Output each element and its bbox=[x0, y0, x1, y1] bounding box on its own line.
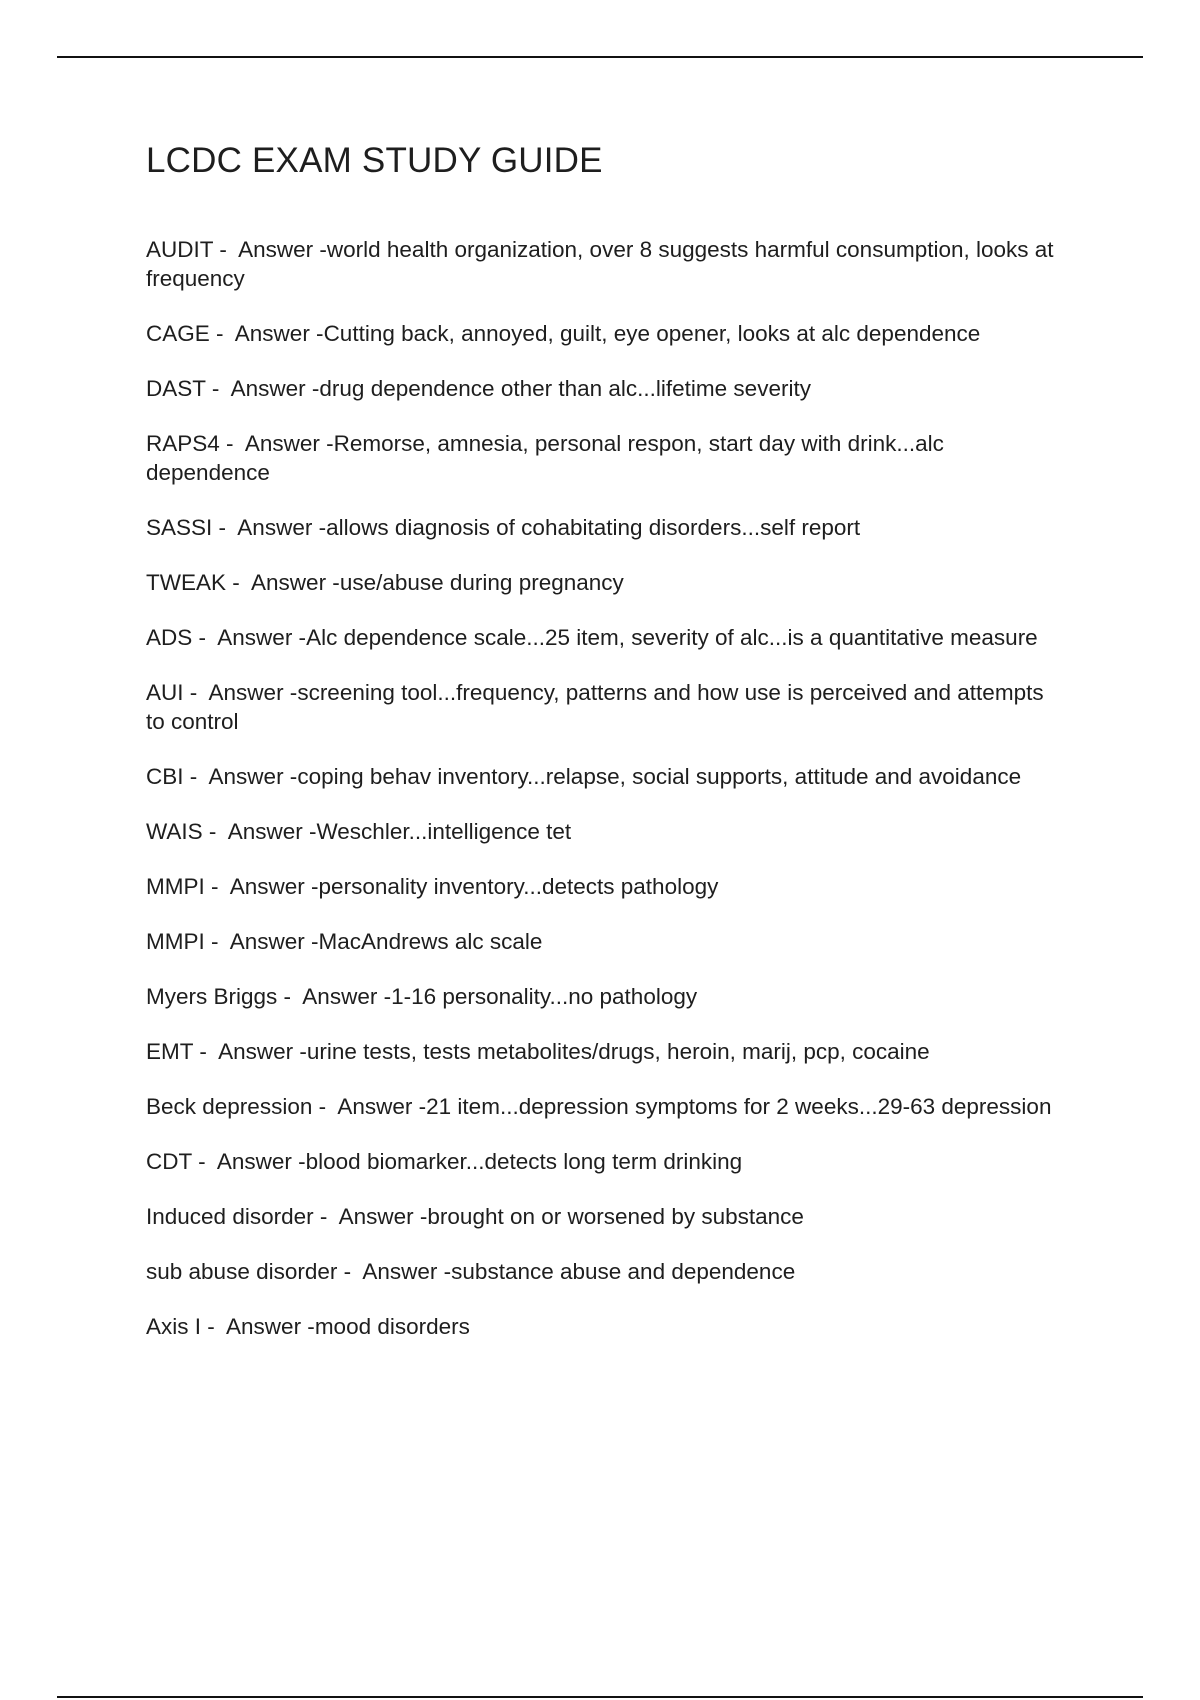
qa-answer: world health organization, over 8 suggests harmful consumption, looks at frequency bbox=[146, 237, 1060, 291]
qa-term: AUDIT bbox=[146, 237, 214, 262]
qa-answer: Cutting back, annoyed, guilt, eye opener, looks at alc dependence bbox=[323, 321, 981, 346]
top-divider bbox=[57, 56, 1143, 58]
qa-term: AUI bbox=[146, 680, 184, 705]
qa-term: WAIS bbox=[146, 819, 203, 844]
qa-answer-prefix: Answer - bbox=[227, 819, 317, 844]
qa-term: Induced disorder bbox=[146, 1204, 314, 1229]
qa-answer-prefix: Answer - bbox=[337, 1094, 427, 1119]
qa-item: TWEAK - Answer -use/abuse during pregnancy bbox=[146, 570, 624, 595]
qa-answer: drug dependence other than alc...lifetime severity bbox=[319, 376, 811, 401]
qa-item: CDT - Answer -blood biomarker...detects long term drinking bbox=[146, 1149, 743, 1174]
qa-term: sub abuse disorder bbox=[146, 1259, 338, 1284]
qa-answer: allows diagnosis of cohabitating disorders...self report bbox=[326, 515, 861, 540]
qa-answer-prefix: Answer - bbox=[338, 1204, 428, 1229]
qa-answer-prefix: Answer - bbox=[362, 1259, 452, 1284]
qa-term: TWEAK bbox=[146, 570, 227, 595]
qa-item: Beck depression - Answer -21 item...depression symptoms for 2 weeks...29-63 depression bbox=[146, 1094, 1052, 1119]
qa-answer: brought on or worsened by substance bbox=[427, 1204, 804, 1229]
qa-item: WAIS - Answer -Weschler...intelligence tet bbox=[146, 819, 572, 844]
qa-item: Induced disorder - Answer -brought on or worsened by substance bbox=[146, 1204, 804, 1229]
qa-answer: substance abuse and dependence bbox=[451, 1259, 796, 1284]
qa-term: CAGE bbox=[146, 321, 210, 346]
qa-answer-prefix: Answer - bbox=[238, 237, 327, 262]
qa-term: SASSI bbox=[146, 515, 213, 540]
qa-item: ADS - Answer -Alc dependence scale...25 item, severity of alc...is a quantitative measure bbox=[146, 625, 1038, 650]
qa-item: CBI - Answer -coping behav inventory...relapse, social supports, attitude and avoidance bbox=[146, 764, 1022, 789]
qa-answer: Weschler...intelligence tet bbox=[316, 819, 572, 844]
qa-item: RAPS4 - Answer -Remorse, amnesia, personal respon, start day with drink...alc dependence bbox=[146, 431, 951, 485]
qa-item: DAST - Answer -drug dependence other than alc...lifetime severity bbox=[146, 376, 811, 401]
qa-answer: personality inventory...detects pathology bbox=[318, 874, 719, 899]
qa-item: Myers Briggs - Answer -1-16 personality...no pathology bbox=[146, 984, 698, 1009]
qa-term: MMPI bbox=[146, 874, 205, 899]
qa-answer: Remorse, amnesia, personal respon, start day with drink...alc dependence bbox=[146, 431, 951, 485]
qa-answer: mood disorders bbox=[314, 1314, 470, 1339]
qa-item: MMPI - Answer -MacAndrews alc scale bbox=[146, 929, 543, 954]
qa-term: RAPS4 bbox=[146, 431, 220, 456]
qa-item: MMPI - Answer -personality inventory...detects pathology bbox=[146, 874, 719, 899]
bottom-divider bbox=[57, 1696, 1143, 1698]
qa-answer-prefix: Answer - bbox=[244, 431, 334, 456]
qa-answer: blood biomarker...detects long term drinking bbox=[305, 1149, 743, 1174]
qa-answer-prefix: Answer - bbox=[229, 929, 319, 954]
qa-answer: urine tests, tests metabolites/drugs, heroin, marij, pcp, cocaine bbox=[306, 1039, 930, 1064]
qa-answer-prefix: Answer - bbox=[237, 515, 327, 540]
qa-term: CDT bbox=[146, 1149, 192, 1174]
qa-answer-prefix: Answer - bbox=[208, 764, 298, 789]
qa-term: Myers Briggs bbox=[146, 984, 278, 1009]
qa-item: SASSI - Answer -allows diagnosis of cohabitating disorders...self report bbox=[146, 515, 861, 540]
qa-item: AUI - Answer -screening tool...frequency, patterns and how use is perceived and attempts to control bbox=[146, 680, 1050, 734]
qa-answer: 21 item...depression symptoms for 2 weeks...29-63 depression bbox=[426, 1094, 1052, 1119]
qa-term: Beck depression bbox=[146, 1094, 313, 1119]
qa-answer-prefix: Answer - bbox=[230, 376, 320, 401]
qa-item: CAGE - Answer -Cutting back, annoyed, guilt, eye opener, looks at alc dependence bbox=[146, 321, 981, 346]
qa-term: CBI bbox=[146, 764, 184, 789]
qa-list bbox=[146, 235, 1060, 1341]
qa-answer-prefix: Answer - bbox=[216, 1149, 306, 1174]
qa-term: Axis I bbox=[146, 1314, 202, 1339]
qa-answer-prefix: Answer - bbox=[234, 321, 324, 346]
qa-term: ADS bbox=[146, 625, 193, 650]
qa-item: EMT - Answer -urine tests, tests metabolites/drugs, heroin, marij, pcp, cocaine bbox=[146, 1039, 930, 1064]
document-title: LCDC EXAM STUDY GUIDE bbox=[146, 141, 603, 180]
qa-item: sub abuse disorder - Answer -substance abuse and dependence bbox=[146, 1259, 796, 1284]
qa-term: EMT bbox=[146, 1039, 194, 1064]
qa-answer: use/abuse during pregnancy bbox=[339, 570, 624, 595]
qa-answer-prefix: Answer - bbox=[251, 570, 340, 595]
qa-answer: MacAndrews alc scale bbox=[318, 929, 543, 954]
qa-answer-prefix: Answer - bbox=[229, 874, 319, 899]
qa-answer-prefix: Answer - bbox=[226, 1314, 315, 1339]
document-body bbox=[146, 140, 1060, 1367]
qa-answer-prefix: Answer - bbox=[302, 984, 392, 1009]
qa-answer-prefix: Answer - bbox=[217, 625, 307, 650]
qa-term: MMPI bbox=[146, 929, 205, 954]
qa-item: Axis I - Answer -mood disorders bbox=[146, 1314, 470, 1339]
qa-answer: coping behav inventory...relapse, social supports, attitude and avoidance bbox=[297, 764, 1022, 789]
qa-answer-prefix: Answer - bbox=[208, 680, 298, 705]
qa-answer: 1-16 personality...no pathology bbox=[391, 984, 698, 1009]
qa-item: AUDIT - Answer -world health organization, over 8 suggests harmful consumption, looks at frequency bbox=[146, 237, 1060, 291]
qa-answer: Alc dependence scale...25 item, severity of alc...is a quantitative measure bbox=[306, 625, 1038, 650]
qa-term: DAST bbox=[146, 376, 206, 401]
qa-answer-prefix: Answer - bbox=[218, 1039, 307, 1064]
qa-answer: screening tool...frequency, patterns and how use is perceived and attempts to control bbox=[146, 680, 1050, 734]
